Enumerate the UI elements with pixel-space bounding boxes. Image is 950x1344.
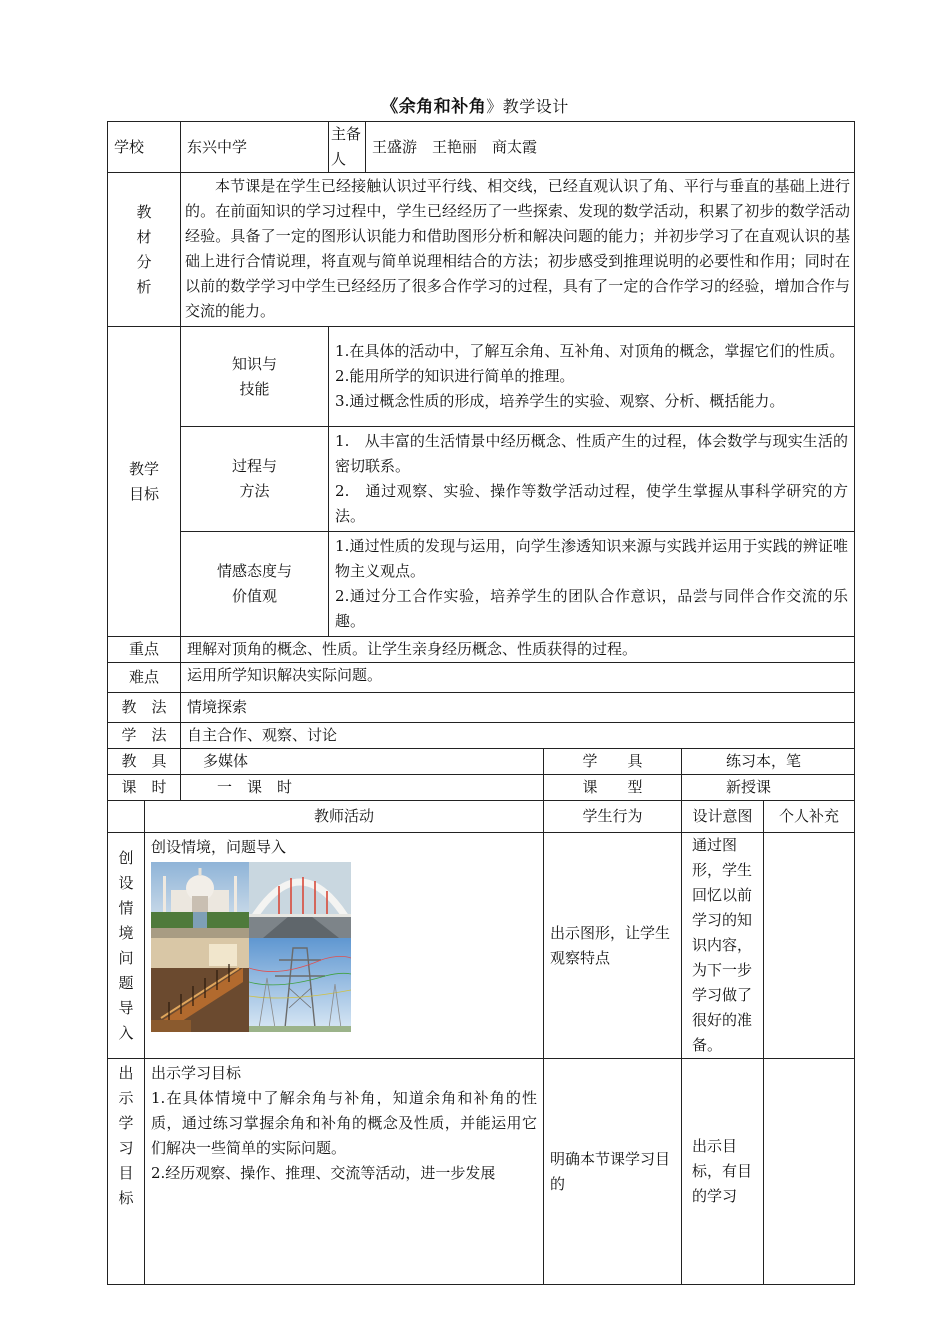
process-items bbox=[329, 427, 855, 532]
knowledge-item: 2.能用所学的知识进行简单的推理。 bbox=[335, 367, 575, 385]
title-rest: 》教学设计 bbox=[486, 97, 569, 116]
knowledge-item: 1.在具体的活动中，了解互余角、互补角、对顶角的概念，掌握它们的性质。 bbox=[335, 342, 845, 360]
emotion-items bbox=[329, 532, 855, 637]
knowledge-items bbox=[329, 327, 855, 427]
stage-situation: 创 设 情 境 问 题 导 入 bbox=[108, 833, 145, 1059]
arch-bridge-photo bbox=[249, 862, 351, 938]
learning-method-value: 自主合作、观察、讨论 bbox=[181, 723, 855, 749]
lesson-type-value: 新授课 bbox=[682, 775, 855, 801]
teacher-activity-line: 出示学习目标 bbox=[151, 1064, 242, 1082]
lesson-type-label: 课 型 bbox=[544, 775, 682, 801]
student-tools-value: 练习本，笔 bbox=[682, 749, 855, 775]
teacher-tools-value: 多媒体 bbox=[181, 749, 544, 775]
process-label: 过程与 方法 bbox=[181, 427, 329, 532]
staircase-photo bbox=[151, 938, 249, 1032]
teacher-activity-line: 1.在具体情境中了解余角与补角，知道余角和补角的性质，通过练习掌握余角和补角的概念及性质，并能运用它们解决一些简单的实际问题。 bbox=[151, 1089, 538, 1157]
difficulty-label: 难点 bbox=[108, 663, 181, 693]
teacher-activity-line: 2.经历观察、操作、推理、交流等活动，进一步发展 bbox=[151, 1164, 496, 1182]
header-student-behavior: 学生行为 bbox=[544, 801, 682, 833]
teacher-activity-objectives bbox=[145, 1059, 544, 1285]
emotion-label: 情感态度与 价值观 bbox=[181, 532, 329, 637]
lead-label: 主备人 bbox=[329, 122, 366, 173]
school-label: 学校 bbox=[108, 122, 181, 173]
teacher-tools-label: 教 具 bbox=[108, 749, 181, 775]
process-item: 2. 通过观察、实验、操作等数学活动过程，使学生掌握从事科学研究的方法。 bbox=[335, 482, 849, 525]
stage-header bbox=[108, 801, 145, 833]
document-title bbox=[0, 96, 950, 118]
lesson-plan-table bbox=[107, 121, 855, 1285]
teaching-method-value: 情境探索 bbox=[181, 693, 855, 723]
teacher-activity-situation bbox=[145, 833, 544, 1059]
student-behavior-objectives: 明确本节课学习目的 bbox=[544, 1059, 682, 1285]
key-point-value: 理解对顶角的概念、性质。让学生亲身经历概念、性质获得的过程。 bbox=[181, 637, 855, 663]
personal-note-objectives bbox=[764, 1059, 855, 1285]
process-item: 1. 从丰富的生活情景中经历概念、性质产生的过程，体会数学与现实生活的密切联系。 bbox=[335, 432, 849, 475]
teacher-activity-text: 创设情境，问题导入 bbox=[151, 838, 287, 856]
analysis-label: 教 材 分 析 bbox=[108, 173, 181, 327]
header-personal-note: 个人补充 bbox=[764, 801, 855, 833]
photo-collage bbox=[151, 862, 351, 1032]
personal-note-situation bbox=[764, 833, 855, 1059]
emotion-item: 2.通过分工合作实验，培养学生的团队合作意识，品尝与同伴合作交流的乐趣。 bbox=[335, 587, 849, 630]
school-value: 东兴中学 bbox=[181, 122, 329, 173]
knowledge-label: 知识与 技能 bbox=[181, 327, 329, 427]
lead-value: 王盛游 王艳丽 商太霞 bbox=[366, 122, 855, 173]
power-tower-photo bbox=[249, 938, 351, 1032]
student-tools-label: 学 具 bbox=[544, 749, 682, 775]
lesson-hours-label: 课 时 bbox=[108, 775, 181, 801]
design-intent-objectives: 出示目标，有目的学习 bbox=[682, 1059, 764, 1285]
design-intent-situation: 通过图形，学生回忆以前学习的知识内容，为下一步学习做了很好的准备。 bbox=[682, 833, 764, 1059]
student-behavior-situation: 出示图形，让学生观察特点 bbox=[544, 833, 682, 1059]
knowledge-item: 3.通过概念性质的形成，培养学生的实验、观察、分析、概括能力。 bbox=[335, 392, 785, 410]
title-bold: 《余角和补角 bbox=[381, 97, 487, 117]
key-point-label: 重点 bbox=[108, 637, 181, 663]
lesson-hours-value: 一 课 时 bbox=[181, 775, 544, 801]
teaching-method-label: 教 法 bbox=[108, 693, 181, 723]
header-teacher-activity: 教师活动 bbox=[145, 801, 544, 833]
taj-mahal-photo bbox=[151, 862, 249, 938]
stage-objectives: 出 示 学 习 目 标 bbox=[108, 1059, 145, 1285]
learning-method-label: 学 法 bbox=[108, 723, 181, 749]
goals-label: 教学 目标 bbox=[108, 327, 181, 637]
header-design-intent: 设计意图 bbox=[682, 801, 764, 833]
analysis-text: 本节课是在学生已经接触认识过平行线、相交线，已经直观认识了角、平行与垂直的基础上进行的。在前面知识的学习过程中，学生已经经历了一些探索、发现的数学活动，积累了初步的数学活动经验。具备了一定的图形认识能力和借助图形分析和解决问题的能力；并初步学习了在直观认识的基础上进行合情说理，将直观与简单说理相结合的方法；初步感受到推理说明的必要性和作用；同时在以前的数学学习中学生已经经历了很多合作学习的过程，具有了一定的合作学习的经验，增加合作与交流的能力。 bbox=[181, 173, 855, 327]
difficulty-value: 运用所学知识解决实际问题。 bbox=[181, 663, 855, 693]
emotion-item: 1.通过性质的发现与运用，向学生渗透知识来源与实践并运用于实践的辨证唯物主义观点。 bbox=[335, 537, 849, 580]
